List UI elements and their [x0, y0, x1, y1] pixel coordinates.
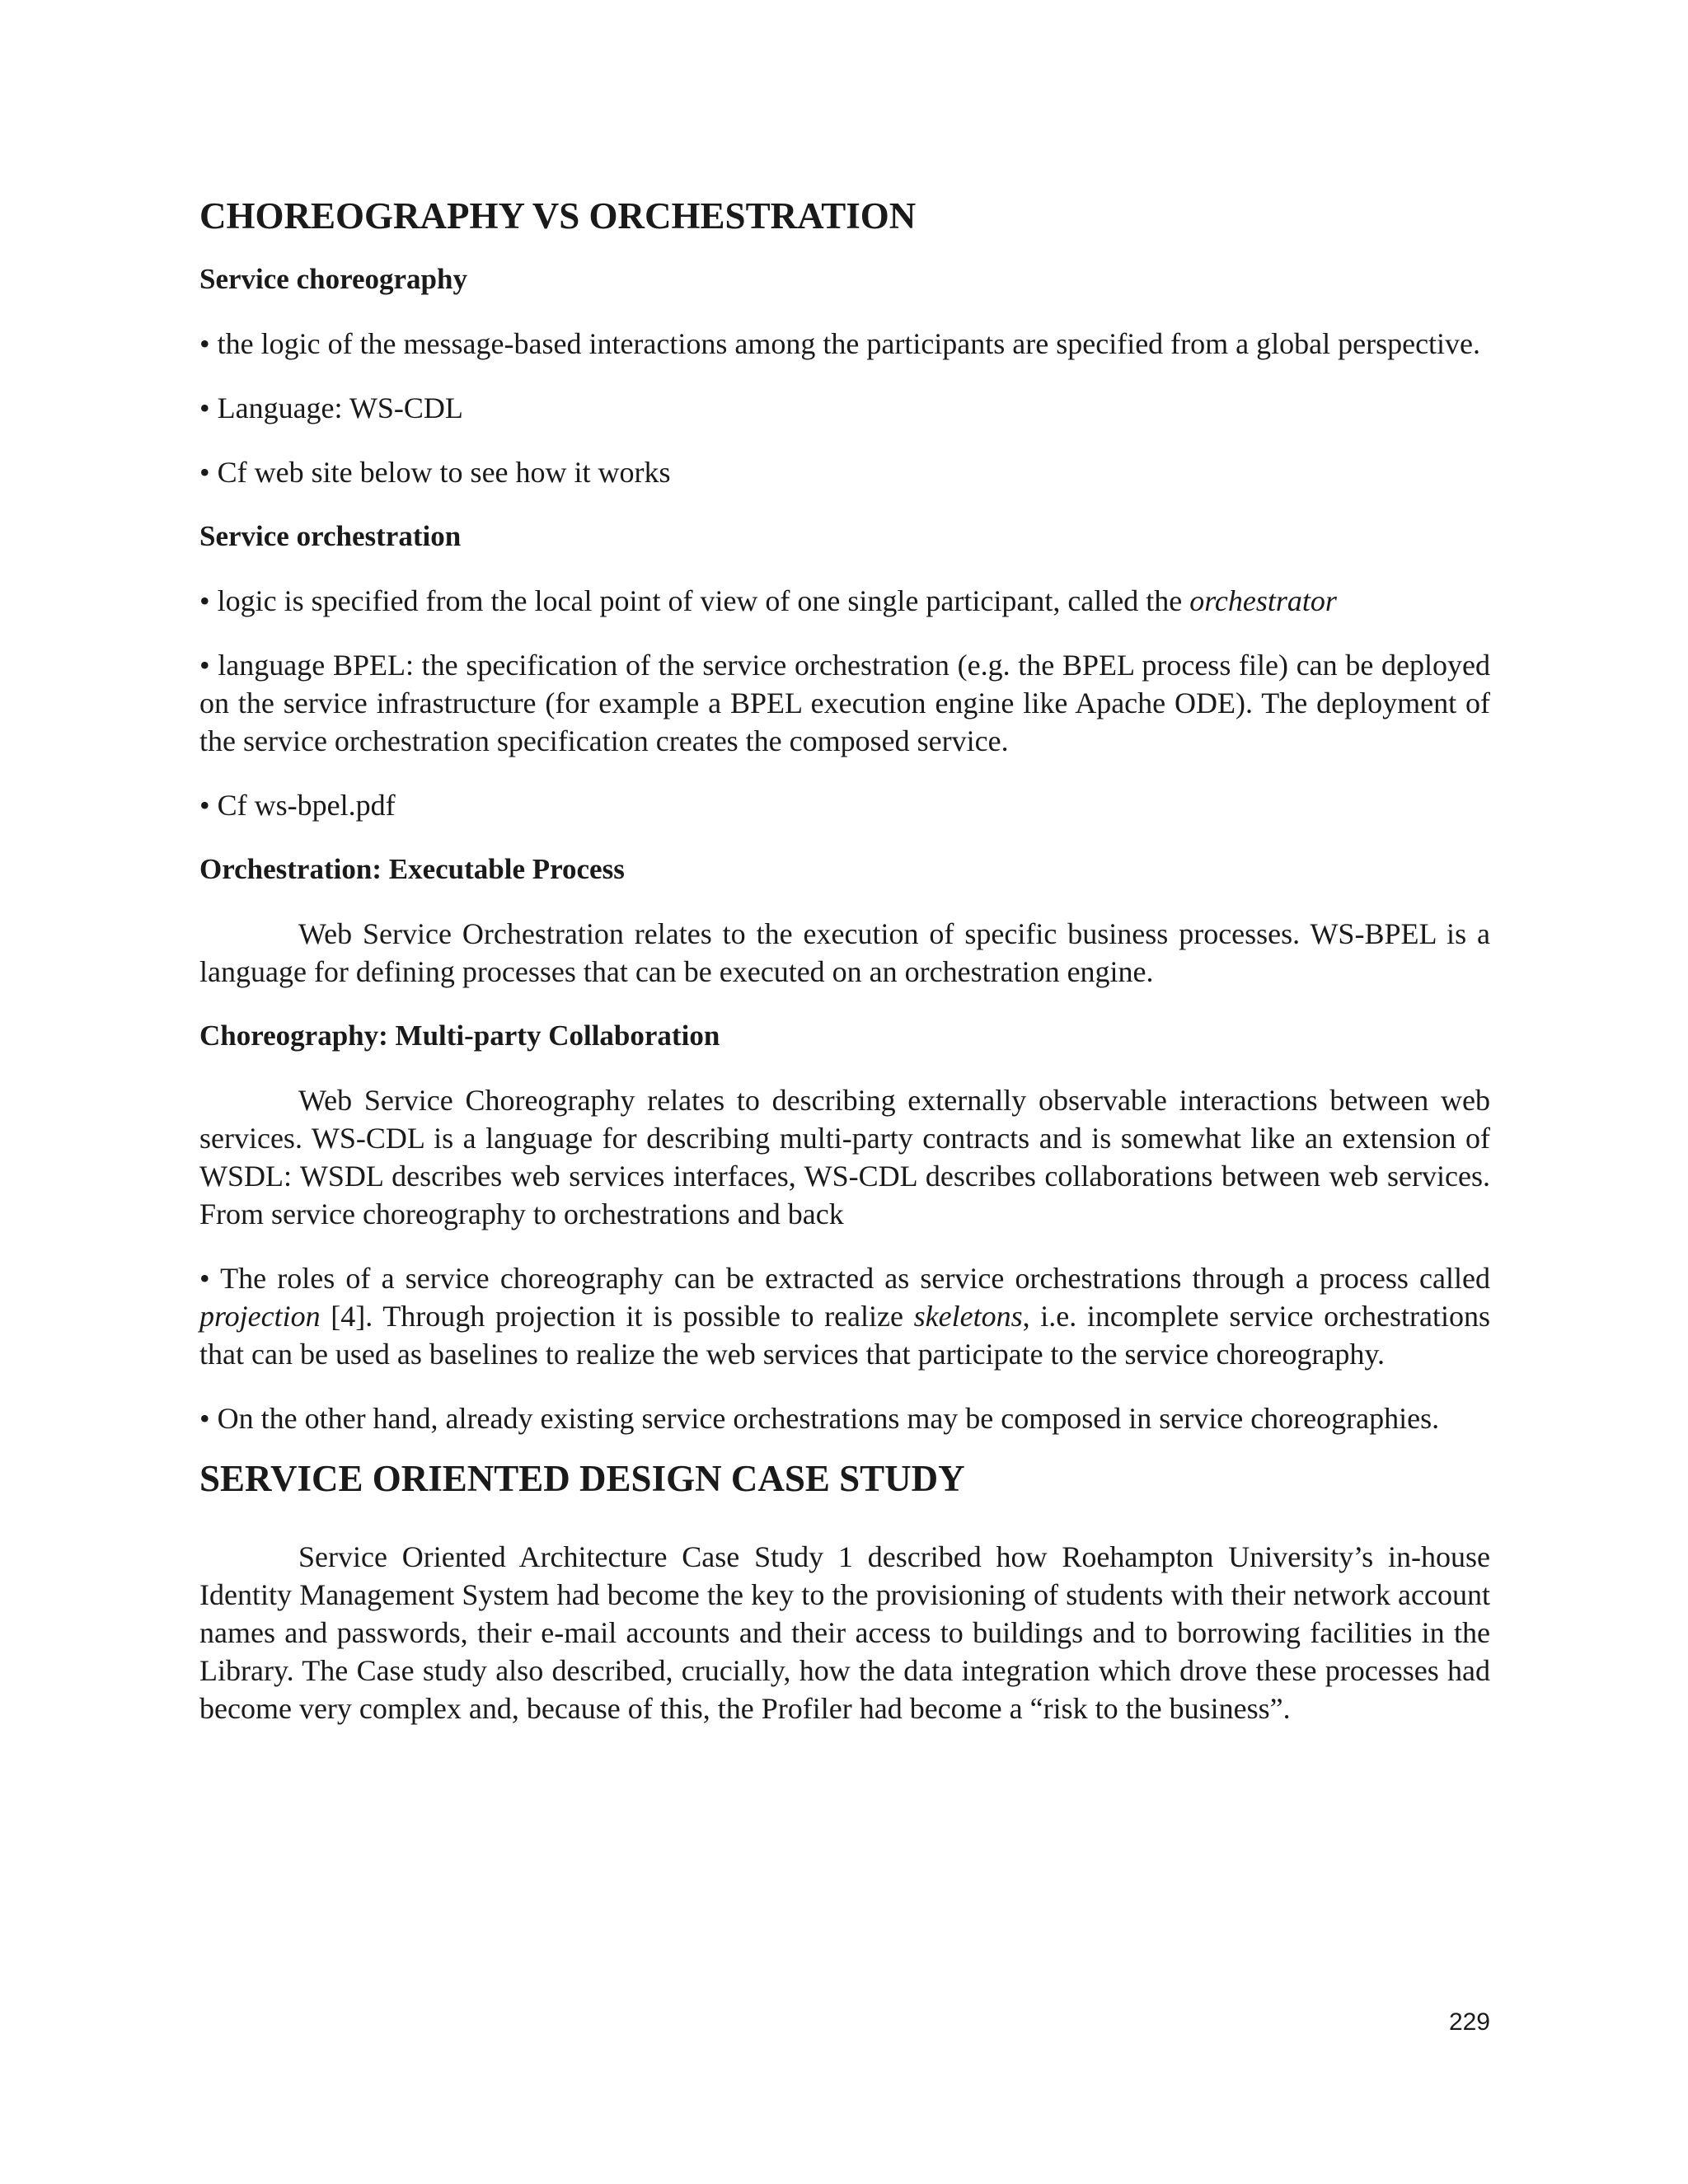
- choreography-bullet-1-part-c: , i.e. incomplete service orchestrations that can be used as baselines to realize the web services that participate to the service choreography.: [199, 1300, 1491, 1371]
- document-page: [199, 191, 1490, 1727]
- page-number: 229: [1448, 2008, 1490, 2036]
- section-title-choreography-vs-orchestration: CHOREOGRAPHY VS ORCHESTRATION: [199, 195, 917, 237]
- choreo-bullet-2: • Language: WS-CDL: [199, 391, 463, 424]
- orchestration-paragraph: Web Service Orchestration relates to the execution of specific business processes. WS-BPEL is a language for defining processes that can be executed on an orchestration engine.: [199, 917, 1490, 988]
- choreo-bullet-1: • the logic of the message-based interactions among the participants are specified from a global perspective.: [199, 327, 1481, 360]
- orch-bullet-1: [199, 582, 1490, 620]
- orch-bullet-3: • Cf ws-bpel.pdf: [199, 789, 396, 822]
- orch-bullet-2: • language BPEL: the specification of the service orchestration (e.g. the BPEL process file) can be deployed on the service infrastructure (for example a BPEL execution engine like Apache ODE). The deployment of the service orchestration specification creates the composed service.: [199, 649, 1490, 757]
- case-study-paragraph: Service Oriented Architecture Case Study 1 described how Roehampton University’s in-house Identity Management System had become the key to the provisioning of students with their network account names and passwords, their e-mail accounts and their access to buildings and to borrowing facilities in the Library. The Case study also described, crucially, how the data integration which drove these processes had become very complex and, because of this, the Profiler had become a “risk to the business”.: [199, 1540, 1490, 1725]
- choreography-bullet-1: [199, 1259, 1490, 1373]
- choreography-bullet-1-part-b: [4]. Through projection it is possible to realize: [320, 1300, 914, 1333]
- choreo-bullet-3: • Cf web site below to see how it works: [199, 456, 671, 489]
- section-title-service-oriented-design: SERVICE ORIENTED DESIGN CASE STUDY: [199, 1458, 965, 1499]
- choreography-bullet-2: • On the other hand, already existing service orchestrations may be composed in service choreographies.: [199, 1402, 1440, 1435]
- heading-service-orchestration: Service orchestration: [199, 520, 462, 552]
- heading-service-choreography: Service choreography: [199, 263, 467, 295]
- choreography-bullet-1-italic-b: skeletons: [913, 1300, 1023, 1333]
- orch-bullet-1-italic: orchestrator: [1189, 584, 1337, 617]
- heading-orchestration-executable-process: Orchestration: Executable Process: [199, 853, 625, 885]
- choreography-bullet-1-part-a: • The roles of a service choreography can be extracted as service orchestrations through a process called: [199, 1262, 1490, 1295]
- choreography-bullet-1-italic-a: projection: [199, 1300, 321, 1333]
- orch-bullet-1-text: • logic is specified from the local point of view of one single participant, called the: [199, 584, 1190, 617]
- heading-choreography-multi-party: Choreography: Multi-party Collaboration: [199, 1019, 720, 1052]
- choreography-paragraph: Web Service Choreography relates to describing externally observable interactions between web services. WS-CDL is a language for describing multi-party contracts and is somewhat like an extension of WSDL: WSDL describes web services interfaces, WS-CDL describes collaborations between web services. From service choreography to orchestrations and back: [199, 1084, 1490, 1230]
